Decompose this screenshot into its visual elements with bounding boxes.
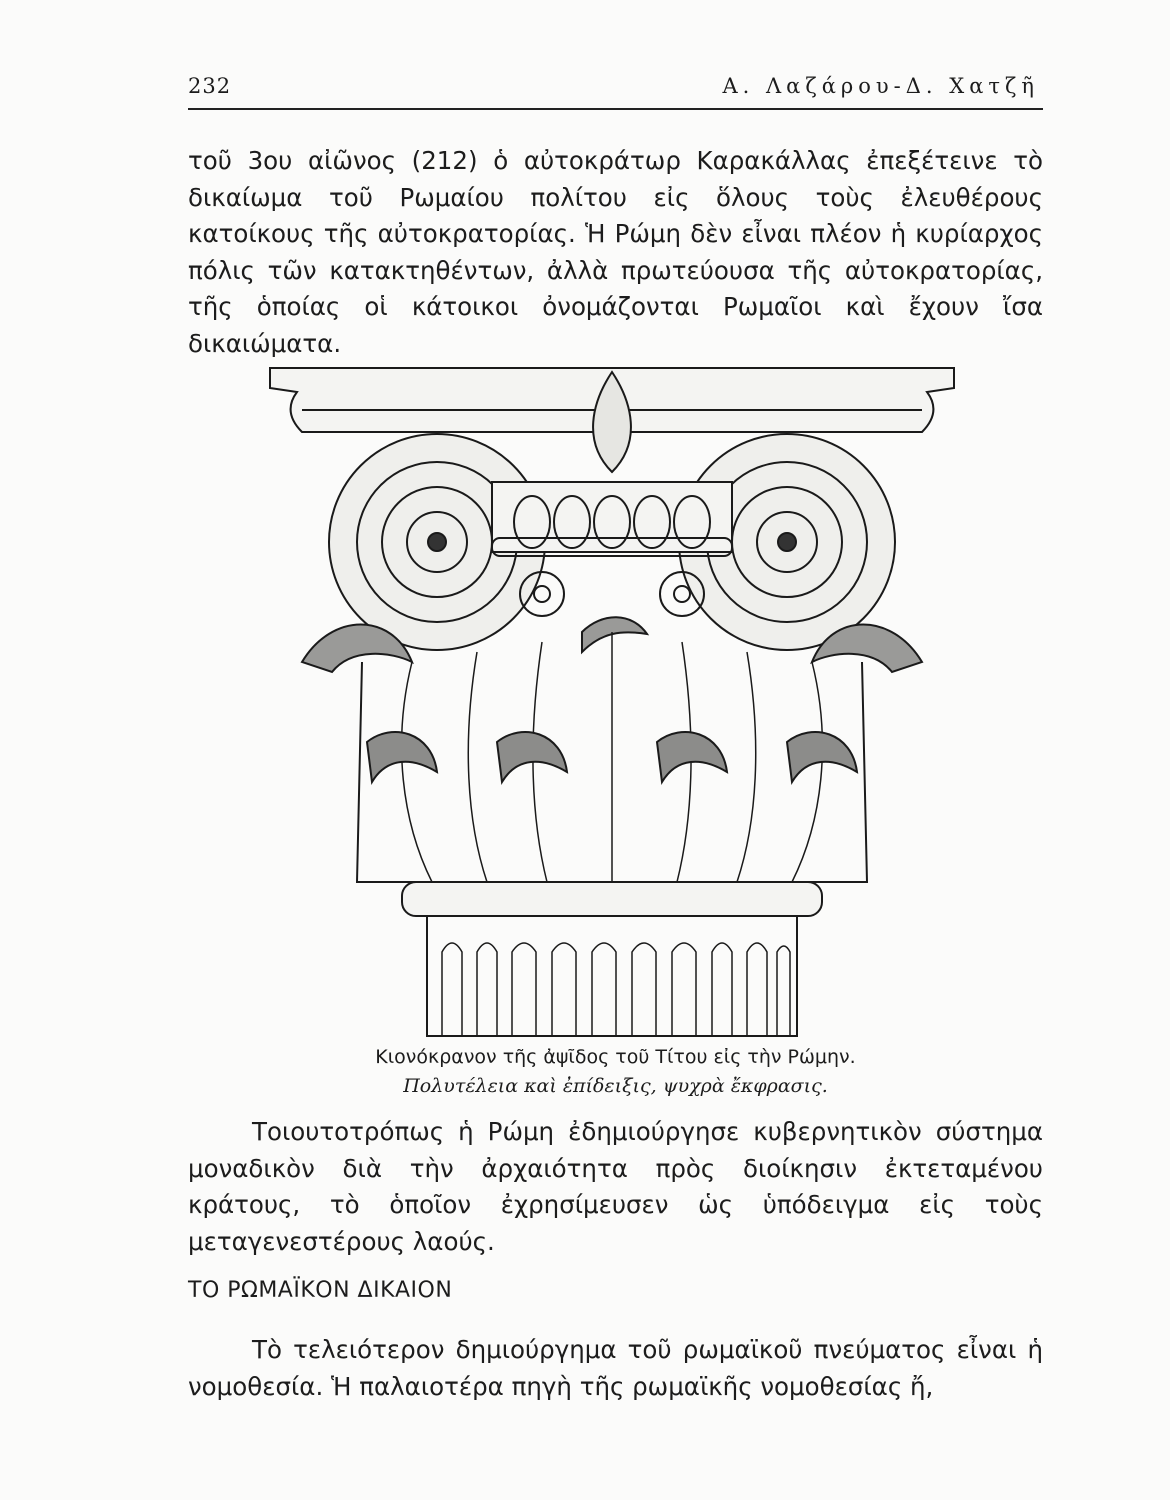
page-number: 232 — [188, 74, 232, 98]
section-heading: ΤΟ ΡΩΜΑΪΚΟΝ ΔΙΚΑΙΟΝ — [188, 1278, 453, 1303]
header-rule — [188, 108, 1043, 110]
running-title: Α. Λαζάρου-Δ. Χατζῆ — [722, 74, 1039, 98]
corinthian-capital-figure — [262, 362, 962, 1040]
figure-caption-line-1: Κιονόκρανον τῆς ἀψῖδος τοῦ Τίτου εἰς τὴν Ρώμην. — [375, 1046, 856, 1068]
corinthian-capital-icon — [262, 362, 962, 1040]
page-header — [188, 72, 1043, 106]
paragraph-1: τοῦ 3ου αἰῶνος (212) ὁ αὐτοκράτωρ Καρακάλλας ἐπεξέτεινε τὸ δικαίωμα τοῦ Ρωμαίου πολίτου εἰς ὅλους τοὺς ἐλευθέρους κατοίκους τῆς αὐτοκρατορίας. Ἡ Ρώμη δὲν εἶναι πλέον ἡ κυρίαρχος πόλις τῶν κατακτηθέντων, ἀλλὰ πρωτεύουσα τῆς αὐτοκρατορίας, τῆς ὁποίας οἱ κάτοικοι ὀνομάζονται Ρωμαῖοι καὶ ἔχουν ἴσα δικαιώματα. — [188, 146, 1043, 358]
figure-caption-line-2: Πολυτέλεια καὶ ἐπίδειξις, ψυχρὰ ἔκφρασις. — [403, 1075, 828, 1097]
paragraph-2: Τοιουτοτρόπως ἡ Ρώμη ἐδημιούργησε κυβερνητικὸν σύστημα μοναδικὸν διὰ τὴν ἀρχαιότητα πρὸς διοίκησιν ἐκτεταμένου κράτους, τὸ ὁποῖον ἐχρησίμευσεν ὡς ὑπόδειγμα εἰς τοὺς μεταγενεστέρους λαούς. — [188, 1117, 1043, 1256]
paragraph-3: Τὸ τελειότερον δημιούργημα τοῦ ρωμαϊκοῦ πνεύματος εἶναι ἡ νομοθεσία. Ἡ παλαιοτέρα πηγὴ τῆς ρωμαϊκῆς νομοθεσίας ἤ, — [188, 1335, 1043, 1401]
